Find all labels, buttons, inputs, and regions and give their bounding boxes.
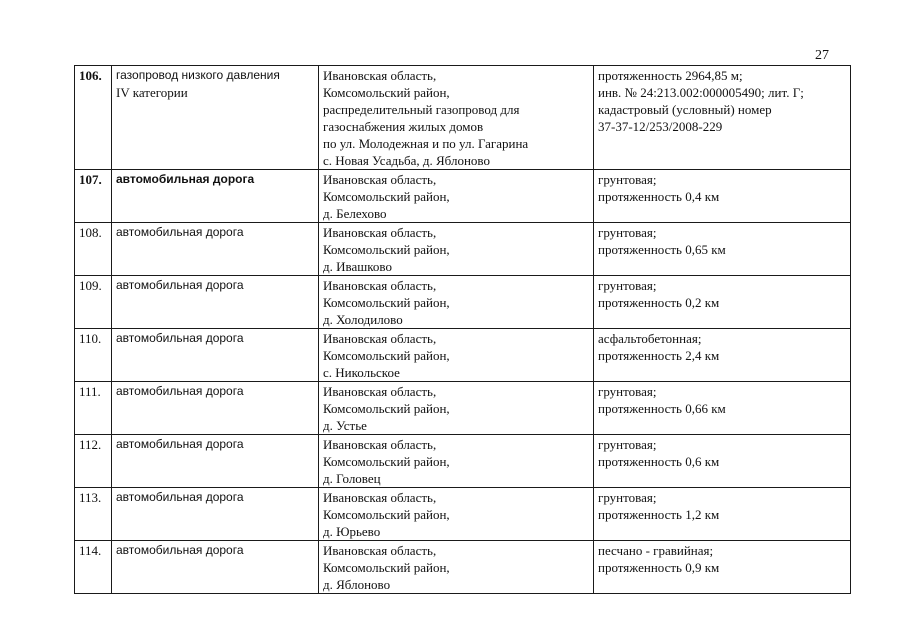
object-characteristics: грунтовая; протяженность 0,6 км: [594, 435, 851, 488]
object-characteristics: грунтовая; протяженность 0,65 км: [594, 223, 851, 276]
object-address: Ивановская область, Комсомольский район, д. Яблоново: [319, 541, 594, 594]
object-name: автомобильная дорога: [112, 382, 319, 435]
row-number: 107.: [75, 170, 112, 223]
object-name: газопровод низкого давления IV категории: [112, 66, 319, 170]
object-address: Ивановская область, Комсомольский район, д. Ивашково: [319, 223, 594, 276]
table-row: [75, 488, 851, 541]
table-row: [75, 541, 851, 594]
object-address: Ивановская область, Комсомольский район, д. Холодилово: [319, 276, 594, 329]
object-address: Ивановская область, Комсомольский район, д. Белехово: [319, 170, 594, 223]
object-characteristics: песчано - гравийная; протяженность 0,9 км: [594, 541, 851, 594]
table-row: [75, 170, 851, 223]
object-characteristics: грунтовая; протяженность 0,2 км: [594, 276, 851, 329]
object-address: Ивановская область, Комсомольский район, д. Головец: [319, 435, 594, 488]
object-address: Ивановская область, Комсомольский район, с. Никольское: [319, 329, 594, 382]
row-number: 110.: [75, 329, 112, 382]
object-characteristics: асфальтобетонная; протяженность 2,4 км: [594, 329, 851, 382]
row-number: 112.: [75, 435, 112, 488]
table-row: [75, 382, 851, 435]
row-number: 109.: [75, 276, 112, 329]
table-row: [75, 276, 851, 329]
table-row: [75, 66, 851, 170]
table-row: [75, 435, 851, 488]
object-name: автомобильная дорога: [112, 223, 319, 276]
object-name: автомобильная дорога: [112, 170, 319, 223]
object-characteristics: грунтовая; протяженность 0,66 км: [594, 382, 851, 435]
object-name: автомобильная дорога: [112, 488, 319, 541]
object-characteristics: грунтовая; протяженность 1,2 км: [594, 488, 851, 541]
row-number: 111.: [75, 382, 112, 435]
object-address: Ивановская область, Комсомольский район, д. Устье: [319, 382, 594, 435]
row-number: 108.: [75, 223, 112, 276]
row-number: 106.: [75, 66, 112, 170]
property-register-table: [74, 65, 851, 594]
object-name: автомобильная дорога: [112, 329, 319, 382]
object-name: автомобильная дорога: [112, 276, 319, 329]
object-characteristics: грунтовая; протяженность 0,4 км: [594, 170, 851, 223]
row-number: 114.: [75, 541, 112, 594]
object-address: Ивановская область, Комсомольский район, распределительный газопровод для газоснабжения жилых домов по ул. Молодежная и по ул. Гагарина с. Новая Усадьба, д. Яблоново: [319, 66, 594, 170]
row-number: 113.: [75, 488, 112, 541]
object-name: автомобильная дорога: [112, 435, 319, 488]
table-row: [75, 223, 851, 276]
table-row: [75, 329, 851, 382]
object-characteristics: протяженность 2964,85 м; инв. № 24:213.002:000005490; лит. Г; кадастровый (условный) номер 37-37-12/253/2008-229: [594, 66, 851, 170]
object-name: автомобильная дорога: [112, 541, 319, 594]
page-number: 27: [815, 48, 829, 63]
object-address: Ивановская область, Комсомольский район, д. Юрьево: [319, 488, 594, 541]
